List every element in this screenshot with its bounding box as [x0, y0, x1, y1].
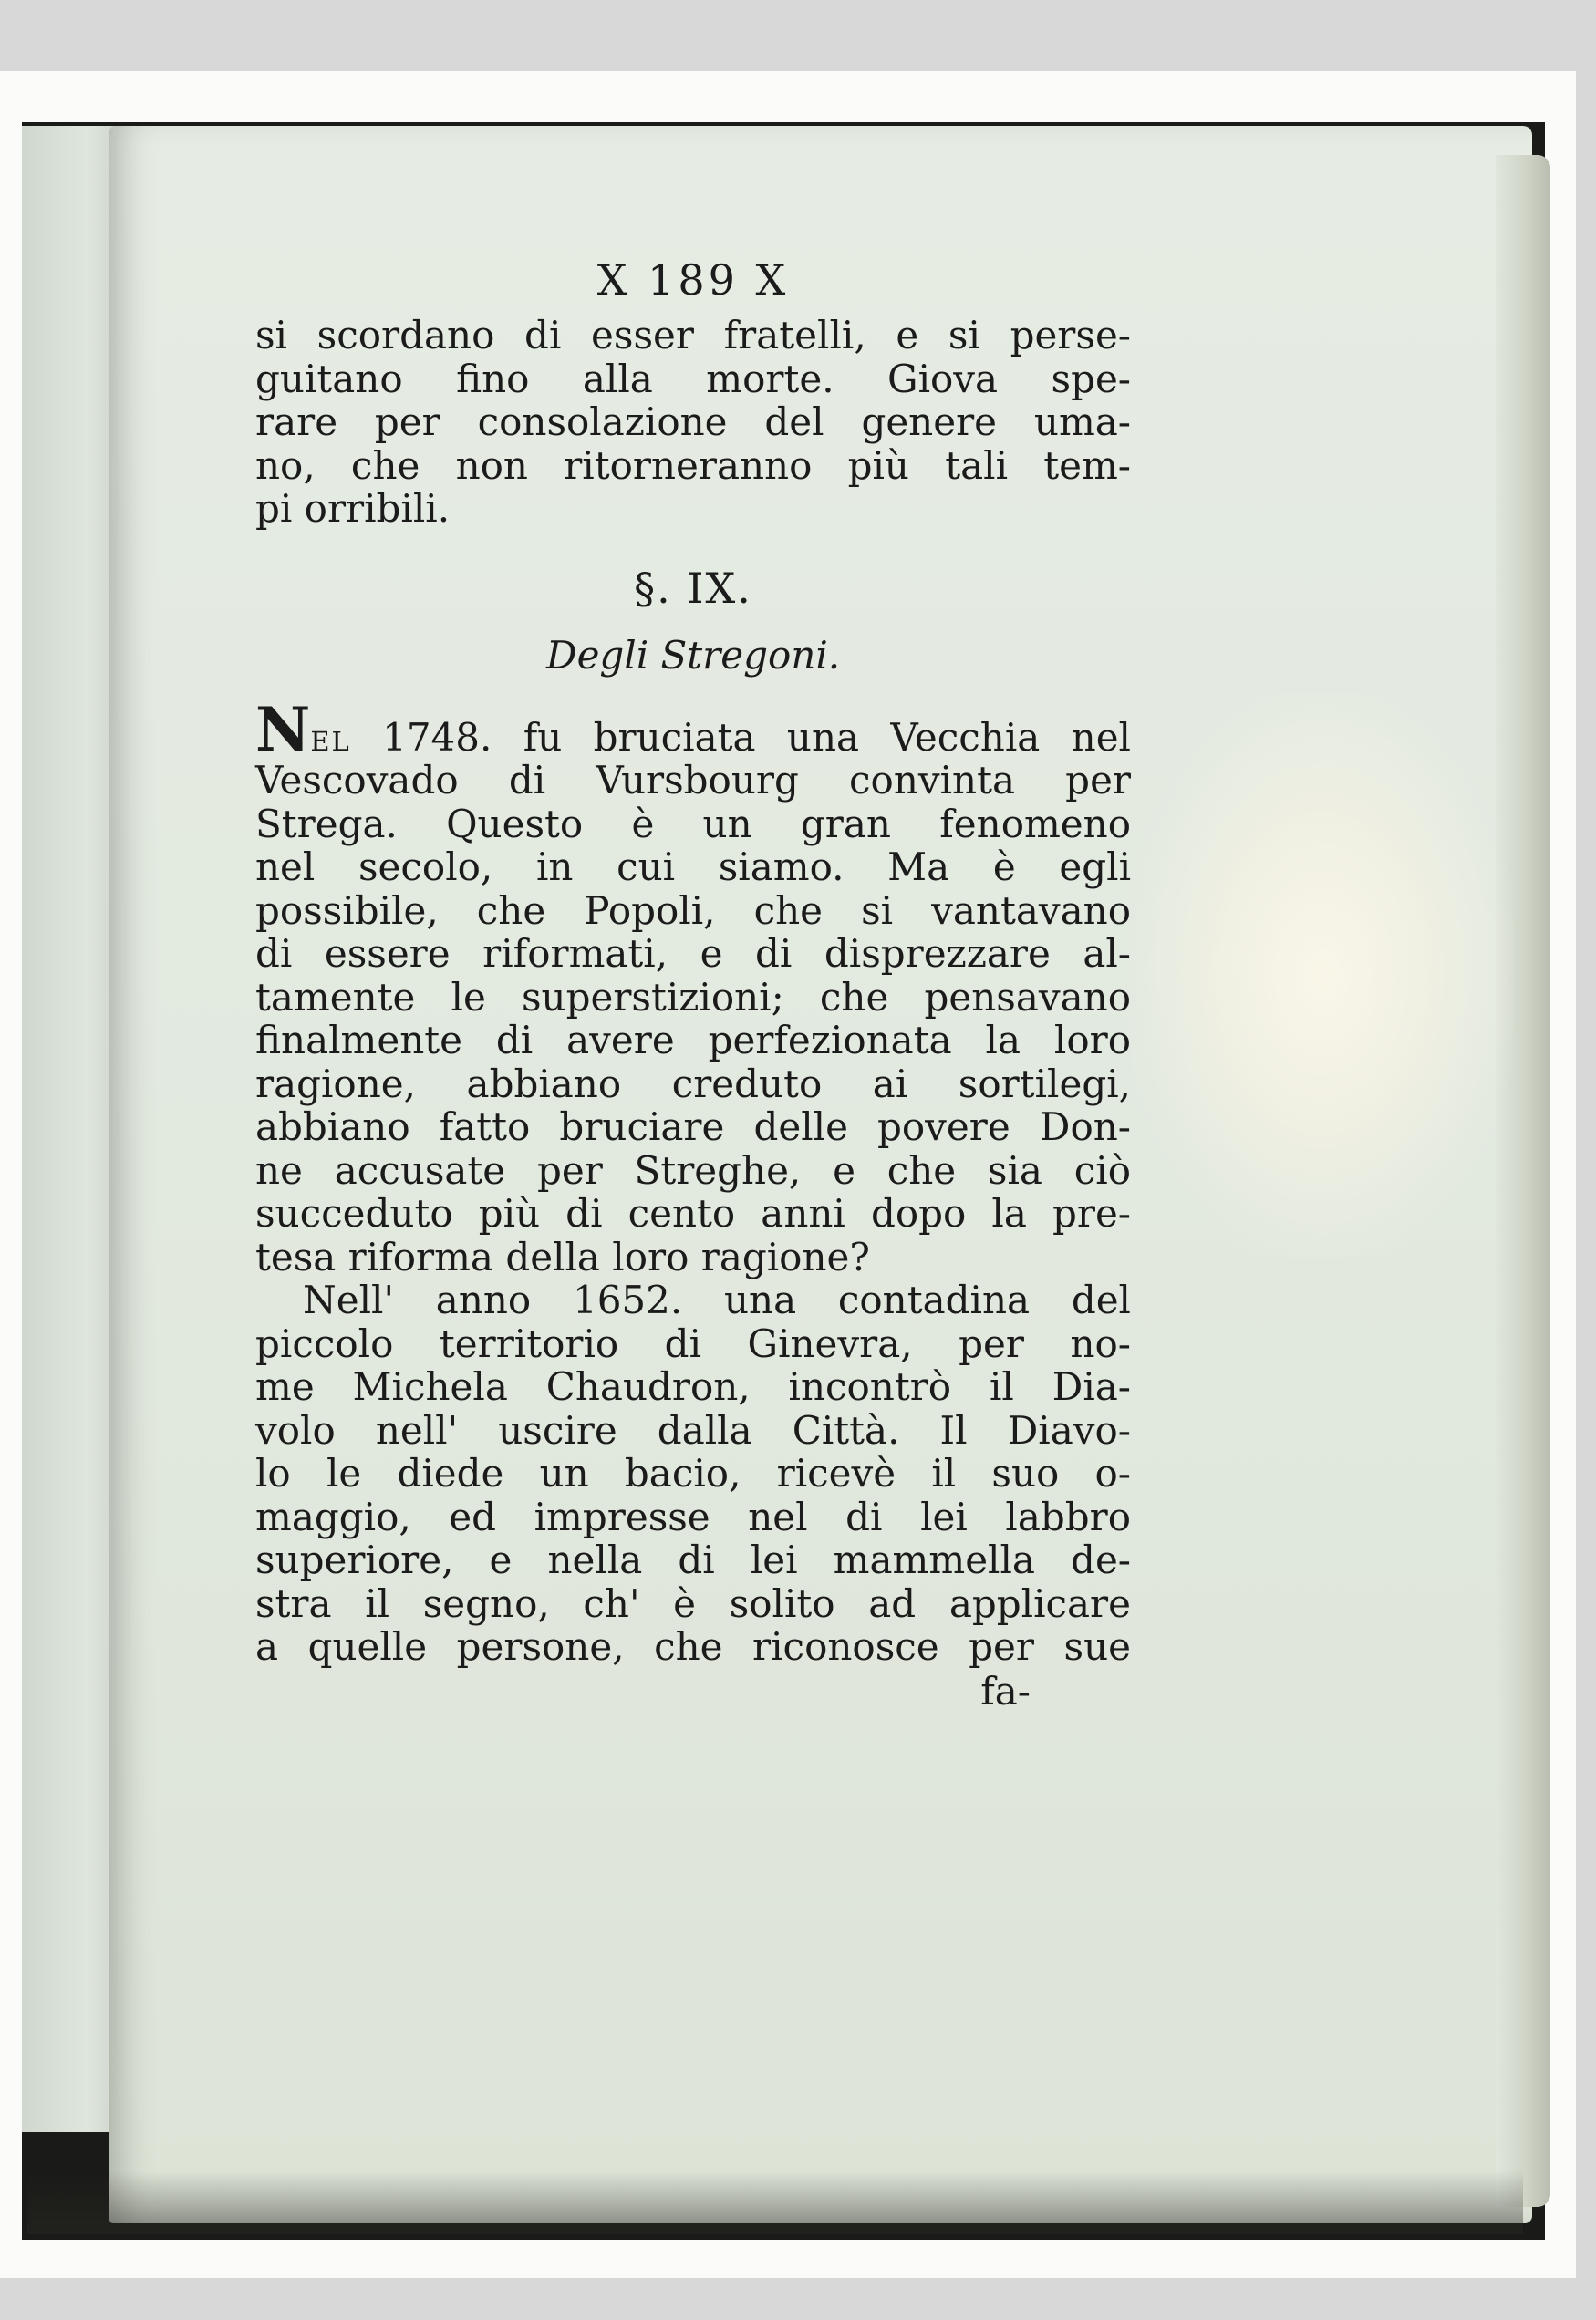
text-line: ne accusate per Streghe, e che sia ciò	[255, 1147, 1131, 1193]
smallcaps-text: el	[310, 714, 351, 760]
text-line: no, che non ritorneranno più tali tem-	[255, 442, 1131, 488]
text-line: volo nell' uscire dalla Città. Il Diavo-	[255, 1407, 1131, 1453]
text-line: lo le diede un bacio, ricevè il suo o-	[255, 1451, 1131, 1496]
text-line: me Michela Chaudron, incontrò il Dia-	[255, 1364, 1131, 1409]
catchword: fa-	[980, 1668, 1031, 1714]
text-line: nel secolo, in cui siamo. Ma è egli	[255, 844, 1131, 889]
section-heading: §. IX.	[634, 563, 752, 613]
text-line: finalmente di avere perfezionata la loro	[255, 1018, 1131, 1062]
text-line: tesa riforma della loro ragione?	[255, 1234, 870, 1279]
text-line: tamente le superstizioni; che pensavano	[255, 974, 1131, 1020]
text-line: pi orribili.	[255, 486, 451, 531]
faded-paper-area	[1131, 693, 1514, 1258]
drop-initial: N	[255, 693, 311, 765]
text-line: Vescovado di Vursbourg convinta per	[255, 758, 1131, 803]
text-line: di essere riformati, e di disprezzare al-	[255, 931, 1131, 976]
text-line: si scordano di esser fratelli, e si perse-	[255, 313, 1131, 357]
text-line: a quelle persone, che riconosce per sue	[255, 1624, 1131, 1669]
text-line: Strega. Questo è un gran fenomeno	[255, 801, 1131, 846]
page-bottom-shadow	[27, 2170, 1523, 2234]
text-line: stra il segno, ch' è solito ad applicare	[255, 1580, 1131, 1626]
opening-paragraph	[255, 314, 1131, 531]
page-number: X 189 X	[596, 255, 790, 305]
paragraph-1	[255, 693, 1131, 1279]
first-line-rest: 1748. fu bruciata una Vecchia nel	[350, 714, 1131, 760]
text-line: superiore, e nella di lei mammella de-	[255, 1538, 1131, 1582]
text-line: possibile, che Popoli, che si vantavano	[255, 887, 1131, 933]
text-line: piccolo territorio di Ginevra, per no-	[255, 1321, 1131, 1366]
text-line: Nell' anno 1652. una contadina del	[303, 1278, 1131, 1322]
first-line	[255, 693, 1131, 765]
text-line: maggio, ed impresse nel di lei labbro	[255, 1494, 1131, 1539]
paragraph-2	[255, 1279, 1131, 1669]
text-line: succeduto più di cento anni dopo la pre-	[255, 1191, 1131, 1236]
section-subheading: Degli Stregoni.	[545, 632, 841, 678]
text-line: rare per consolazione del genere uma-	[255, 399, 1131, 444]
page-text	[255, 255, 1131, 1714]
text-line: guitano fino alla morte. Giova spe-	[255, 356, 1131, 401]
text-line: ragione, abbiano creduto ai sortilegi,	[255, 1061, 1131, 1106]
text-line: abbiano fatto bruciare delle povere Don-	[255, 1104, 1131, 1149]
